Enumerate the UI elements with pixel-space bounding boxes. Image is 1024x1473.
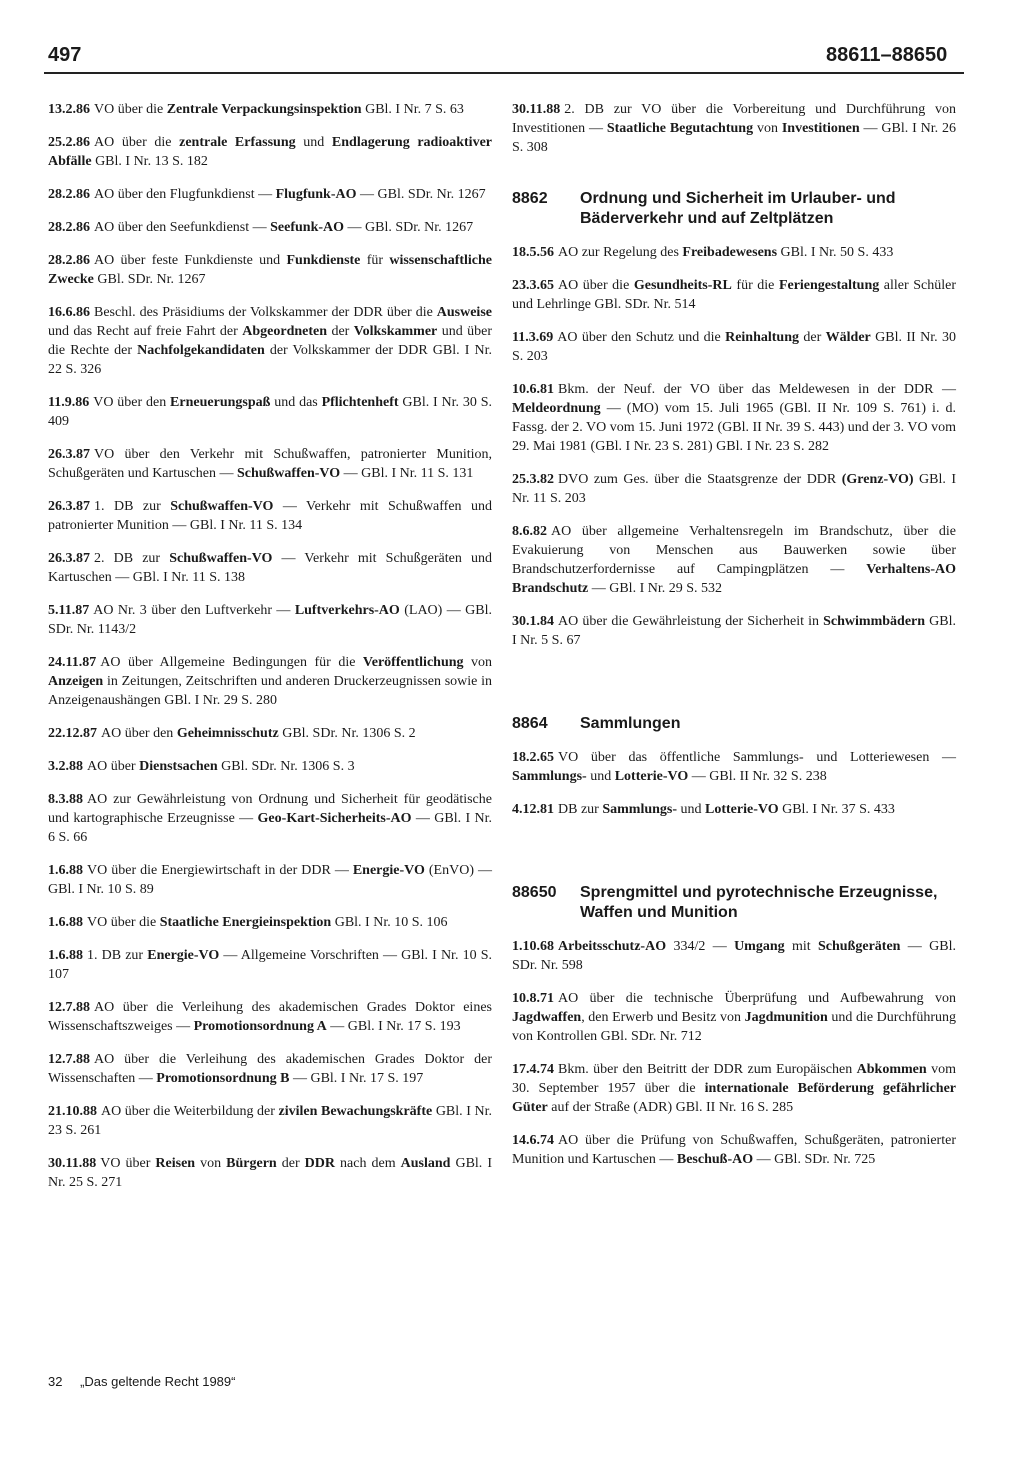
- entry-text: Bkm. über den Beitritt der DDR zum Europäischen Abkommen vom 30. September 1957 über die internationale Beförderung gefährlicher Güter auf der Straße (ADR) GBl. II Nr. 16 S. 285: [512, 1062, 956, 1115]
- law-entry: [48, 393, 492, 431]
- law-entry: [512, 243, 956, 262]
- entry-date: 26.3.87: [48, 551, 90, 566]
- entry-text: AO über Allgemeine Bedingungen für die Veröffentlichung von Anzeigen in Zeitungen, Zeitschriften und anderen Druckerzeugnissen sowie in Anzeigenaushängen GBl. I Nr. 29 S. 280: [48, 655, 493, 708]
- entry-text: AO zur Regelung des Freibadewesens GBl. I Nr. 50 S. 433: [558, 245, 894, 260]
- entry-date: 1.6.88: [48, 948, 83, 963]
- entry-text: Bkm. der Neuf. der VO über das Meldewesen in der DDR — Meldeordnung — (MO) vom 15. Juli 1965 (GBl. II Nr. 109 S. 761) i. d. Fassg. der 2. VO vom 15. Juni 1972 (GBl. II Nr. 39 S. 443) und der 3. VO vom 29. Mai 1981 (GBl. I Nr. 23 S. 281) GBl. I Nr. 23 S. 282: [512, 382, 956, 454]
- entry-date: 24.11.87: [48, 655, 97, 670]
- entry-date: 23.3.65: [512, 278, 554, 293]
- entry-text: AO über feste Funkdienste und Funkdienste für wissenschaftliche Zwecke GBl. SDr. Nr. 1267: [48, 253, 493, 287]
- entry-date: 28.2.86: [48, 187, 90, 202]
- entry-text: AO über allgemeine Verhaltensregeln im Brandschutz, über die Evakuierung von Menschen aus Bauwerken sowie über Brandschutzerfordernisse auf Campingplätzen — Verhaltens-AO Brandschutz — GBl. I Nr. 29 S. 532: [512, 524, 956, 596]
- page-number: 497: [48, 44, 82, 66]
- entry-text: AO über die zentrale Erfassung und Endlagerung radioaktiver Abfälle GBl. I Nr. 13 S. 182: [48, 135, 492, 169]
- entry-date: 17.4.74: [512, 1062, 554, 1077]
- law-entry: [48, 653, 492, 710]
- entry-date: 25.3.82: [512, 472, 554, 487]
- law-entry: [512, 748, 956, 786]
- law-entry: [48, 790, 492, 847]
- law-entry: [512, 612, 956, 650]
- entry-text: AO über die Gesundheits-RL für die Feriengestaltung aller Schüler und Lehrlinge GBl. SDr. Nr. 514: [512, 278, 956, 312]
- law-entry: [48, 185, 492, 204]
- law-entry: [512, 522, 956, 598]
- entry-date: 25.2.86: [48, 135, 90, 150]
- entry-text: AO über den Flugfunkdienst — Flugfunk-AO — GBl. SDr. Nr. 1267: [94, 187, 486, 202]
- section-title: Sammlungen: [580, 715, 681, 732]
- law-entry: [48, 998, 492, 1036]
- entry-text: VO über den Verkehr mit Schußwaffen, patronierter Munition, Schußgeräten und Kartuschen — Schußwaffen-VO — GBl. I Nr. 11 S. 131: [48, 447, 492, 481]
- section-title: Ordnung und Sicherheit im Urlauber- und Bäderverkehr und auf Zeltplätzen: [580, 190, 896, 227]
- entry-text: VO über Reisen von Bürgern der DDR nach dem Ausland GBl. I Nr. 25 S. 271: [48, 1156, 492, 1190]
- entry-text: Beschl. des Präsidiums der Volkskammer der DDR über die Ausweise und das Recht auf freie Fahrt der Abgeordneten der Volkskammer und über die Rechte der Nachfolgekandidaten der Volkskammer der DDR GBl. I Nr. 22 S. 326: [48, 305, 492, 377]
- entry-text: AO über den Seefunkdienst — Seefunk-AO — GBl. SDr. Nr. 1267: [94, 220, 474, 235]
- law-entry: [48, 601, 492, 639]
- law-entry: [48, 913, 492, 932]
- entry-date: 16.6.86: [48, 305, 90, 320]
- entry-text: VO über die Energiewirtschaft in der DDR — Energie-VO (EnVO) — GBl. I Nr. 10 S. 89: [48, 863, 492, 897]
- law-entry: [512, 1060, 956, 1117]
- entry-text: DB zur Sammlungs- und Lotterie-VO GBl. I Nr. 37 S. 433: [558, 802, 895, 817]
- entry-text: 1. DB zur Energie-VO — Allgemeine Vorschriften — GBl. I Nr. 10 S. 107: [48, 948, 492, 982]
- law-entry: [48, 251, 492, 289]
- entry-date: 14.6.74: [512, 1133, 554, 1148]
- section-number: 88650: [512, 884, 557, 901]
- law-entry: [48, 303, 492, 379]
- left-column: [48, 100, 492, 1206]
- law-entry: [48, 100, 492, 119]
- law-entry: [48, 757, 492, 776]
- law-entry: [512, 800, 956, 819]
- entry-text: VO über die Staatliche Energieinspektion GBl. I Nr. 10 S. 106: [87, 915, 448, 930]
- entry-text: VO über das öffentliche Sammlungs- und Lotteriewesen — Sammlungs- und Lotterie-VO — GBl. II Nr. 32 S. 238: [512, 750, 956, 784]
- law-entry: [512, 470, 956, 508]
- entry-text: VO über den Erneuerungspaß und das Pflichtenheft GBl. I Nr. 30 S. 409: [48, 395, 492, 429]
- entry-text: AO über die Gewährleistung der Sicherheit in Schwimmbädern GBl. I Nr. 5 S. 67: [512, 614, 956, 648]
- section-heading: [512, 714, 956, 734]
- entry-date: 13.2.86: [48, 102, 90, 117]
- footer-text: „Das geltende Recht 1989“: [80, 1374, 236, 1389]
- section-number: 8862: [512, 190, 548, 207]
- entry-text: AO über die Verleihung des akademischen Grades Doktor eines Wissenschaftszweiges — Promotionsordnung A — GBl. I Nr. 17 S. 193: [48, 1000, 492, 1034]
- page-range: 88611–88650: [826, 44, 948, 66]
- entry-text: AO zur Gewährleistung von Ordnung und Sicherheit für geodätische und kartographische Erzeugnisse — Geo-Kart-Sicherheits-AO — GBl. I Nr. 6 S. 66: [48, 792, 492, 845]
- law-entry: [48, 549, 492, 587]
- spacer: [512, 171, 956, 179]
- entry-date: 30.1.84: [512, 614, 554, 629]
- entry-date: 11.3.69: [512, 330, 554, 345]
- law-entry: [512, 100, 956, 157]
- entry-date: 18.2.65: [512, 750, 554, 765]
- entry-date: 1.6.88: [48, 915, 83, 930]
- entry-date: 26.3.87: [48, 447, 90, 462]
- entry-date: 8.3.88: [48, 792, 83, 807]
- entry-text: AO Nr. 3 über den Luftverkehr — Luftverkehrs-AO (LAO) — GBl. SDr. Nr. 1143/2: [48, 603, 492, 637]
- section-number: 8864: [512, 715, 548, 732]
- entry-date: 26.3.87: [48, 499, 90, 514]
- entry-text: 2. DB zur Schußwaffen-VO — Verkehr mit Schußgeräten und Kartuschen — GBl. I Nr. 11 S. 138: [48, 551, 493, 585]
- entry-date: 30.11.88: [48, 1156, 97, 1171]
- law-entry: [48, 1050, 492, 1088]
- header-rule: [44, 72, 964, 74]
- entry-text: AO über den Schutz und die Reinhaltung der Wälder GBl. II Nr. 30 S. 203: [512, 330, 956, 364]
- law-entry: [48, 445, 492, 483]
- entry-text: AO über die Weiterbildung der zivilen Bewachungskräfte GBl. I Nr. 23 S. 261: [48, 1104, 493, 1138]
- section-heading: [512, 189, 956, 229]
- entry-text: Arbeitsschutz-AO 334/2 — Umgang mit Schußgeräten — GBl. SDr. Nr. 598: [512, 939, 956, 973]
- law-entry: [48, 946, 492, 984]
- law-entry: [512, 380, 956, 456]
- entry-text: AO über die technische Überprüfung und Aufbewahrung von Jagdwaffen, den Erwerb und Besitz von Jagdmunition und die Durchführung von Kontrollen GBl. SDr. Nr. 712: [512, 991, 956, 1044]
- section-heading: [512, 883, 956, 923]
- entry-text: 1. DB zur Schußwaffen-VO — Verkehr mit Schußwaffen und patronierter Munition — GBl. I Nr. 11 S. 134: [48, 499, 493, 533]
- entry-text: DVO zum Ges. über die Staatsgrenze der DDR (Grenz-VO) GBl. I Nr. 11 S. 203: [512, 472, 956, 506]
- entry-date: 12.7.88: [48, 1000, 90, 1015]
- entry-date: 4.12.81: [512, 802, 554, 817]
- entry-date: 28.2.86: [48, 220, 90, 235]
- law-entry: [48, 133, 492, 171]
- footer-number: 32: [48, 1374, 63, 1389]
- entry-date: 11.9.86: [48, 395, 90, 410]
- entry-date: 1.10.68: [512, 939, 554, 954]
- entry-date: 30.11.88: [512, 102, 561, 117]
- entry-date: 10.8.71: [512, 991, 554, 1006]
- entry-date: 1.6.88: [48, 863, 83, 878]
- law-entry: [512, 989, 956, 1046]
- law-entry: [48, 861, 492, 899]
- entry-date: 5.11.87: [48, 603, 90, 618]
- law-entry: [48, 1154, 492, 1192]
- entry-date: 12.7.88: [48, 1052, 90, 1067]
- law-entry: [512, 1131, 956, 1169]
- law-entry: [48, 724, 492, 743]
- law-entry: [512, 937, 956, 975]
- entry-text: AO über den Geheimnisschutz GBl. SDr. Nr. 1306 S. 2: [101, 726, 416, 741]
- section-title: Sprengmittel und pyrotechnische Erzeugnisse, Waffen und Munition: [580, 884, 938, 921]
- law-entry: [512, 328, 956, 366]
- entry-date: 18.5.56: [512, 245, 554, 260]
- spacer: [512, 664, 956, 704]
- law-entry: [48, 218, 492, 237]
- entry-text: VO über die Zentrale Verpackungsinspektion GBl. I Nr. 7 S. 63: [94, 102, 464, 117]
- entry-date: 3.2.88: [48, 759, 83, 774]
- entry-date: 10.6.81: [512, 382, 554, 397]
- spacer: [512, 833, 956, 873]
- law-entry: [48, 497, 492, 535]
- entry-text: AO über die Verleihung des akademischen Grades Doktor der Wissenschaften — Promotionsordnung B — GBl. I Nr. 17 S. 197: [48, 1052, 492, 1086]
- entry-date: 8.6.82: [512, 524, 547, 539]
- entry-date: 28.2.86: [48, 253, 90, 268]
- page-footer: [48, 1374, 235, 1389]
- entry-text: AO über die Prüfung von Schußwaffen, Schußgeräten, patronierter Munition und Kartuschen — Beschuß-AO — GBl. SDr. Nr. 725: [512, 1133, 956, 1167]
- entry-text: 2. DB zur VO über die Vorbereitung und Durchführung von Investitionen — Staatliche Begutachtung von Investitionen — GBl. I Nr. 26 S. 308: [512, 102, 956, 155]
- entry-date: 22.12.87: [48, 726, 97, 741]
- law-entry: [512, 276, 956, 314]
- entry-date: 21.10.88: [48, 1104, 97, 1119]
- right-column: [512, 100, 956, 1183]
- law-entry: [48, 1102, 492, 1140]
- entry-text: AO über Dienstsachen GBl. SDr. Nr. 1306 S. 3: [87, 759, 355, 774]
